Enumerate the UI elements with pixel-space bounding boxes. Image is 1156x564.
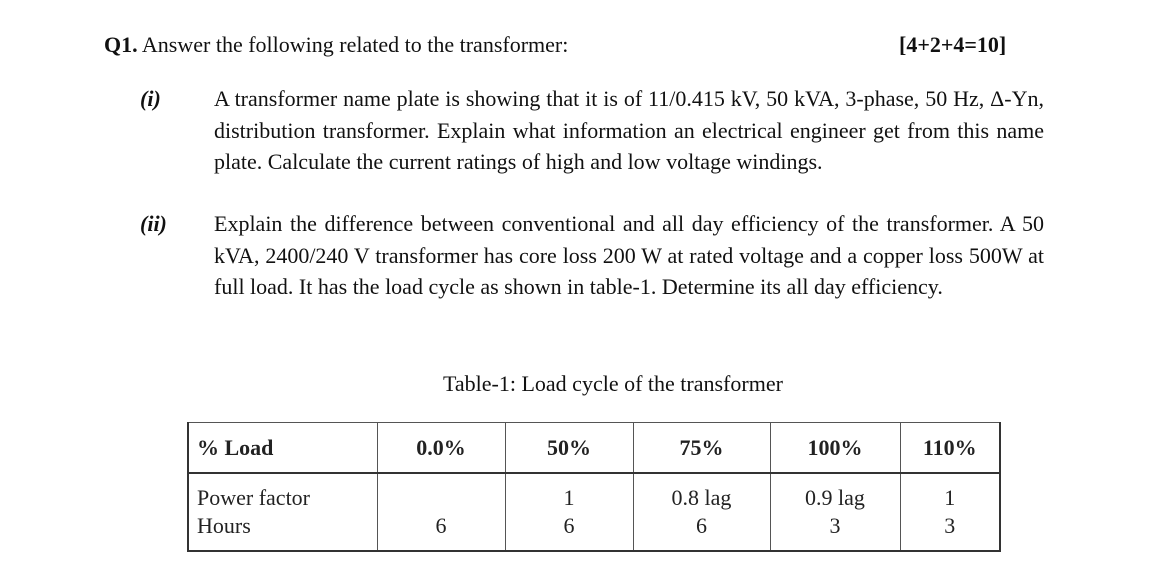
- header-cell: 100%: [770, 423, 900, 474]
- table-cell: [900, 473, 1000, 551]
- row-labels-cell: [188, 473, 377, 551]
- part-i-label: (i): [140, 86, 161, 111]
- header-cell: 110%: [900, 423, 1000, 474]
- table-row: [188, 473, 1000, 551]
- power-factor-value: [378, 484, 505, 512]
- table-header-row: [188, 423, 1000, 474]
- power-factor-value: 1: [944, 485, 956, 510]
- power-factor-value: 1: [563, 485, 575, 510]
- table-caption: Table-1: Load cycle of the transformer: [443, 371, 783, 396]
- table-cell: [377, 473, 505, 551]
- table-cell: [633, 473, 770, 551]
- hours-value: 6: [696, 513, 707, 538]
- table-cell: [770, 473, 900, 551]
- hours-value: 6: [563, 513, 575, 538]
- marks-allocation: [4+2+4=10]: [899, 32, 1007, 57]
- question-number: Q1.: [104, 32, 138, 57]
- part-i-text: A transformer name plate is showing that it is of 11/0.415 kV, 50 kVA, 3-phase, 50 Hz, Δ-Yn, distribution transformer. Explain what information an electrical engineer get from this name plate. Calculate the current ratings of high and low voltage windings.: [214, 86, 1044, 174]
- part-ii-label: (ii): [140, 211, 167, 236]
- power-factor-value: 0.9 lag: [805, 485, 865, 510]
- header-cell: 75%: [633, 423, 770, 474]
- header-cell: 50%: [505, 423, 633, 474]
- question-text: Answer the following related to the transformer:: [141, 32, 569, 57]
- load-cycle-table: [187, 422, 1001, 552]
- row-label-power-factor: Power factor: [197, 485, 311, 510]
- row-label-hours: Hours: [197, 513, 251, 538]
- header-cell: 0.0%: [377, 423, 505, 474]
- hours-value: 6: [435, 513, 447, 538]
- table-cell: [505, 473, 633, 551]
- part-ii-text: Explain the difference between conventional and all day efficiency of the transformer. A 50 kVA, 2400/240 V transformer has core loss 200 W at rated voltage and a copper loss 500W at full load. It has the load cycle as shown in table-1. Determine its all day efficiency.: [214, 211, 1044, 299]
- power-factor-value: 0.8 lag: [671, 485, 732, 510]
- question-title: [104, 30, 568, 60]
- hours-value: 3: [944, 513, 956, 538]
- hours-value: 3: [829, 513, 841, 538]
- header-cell-load: % Load: [188, 423, 377, 474]
